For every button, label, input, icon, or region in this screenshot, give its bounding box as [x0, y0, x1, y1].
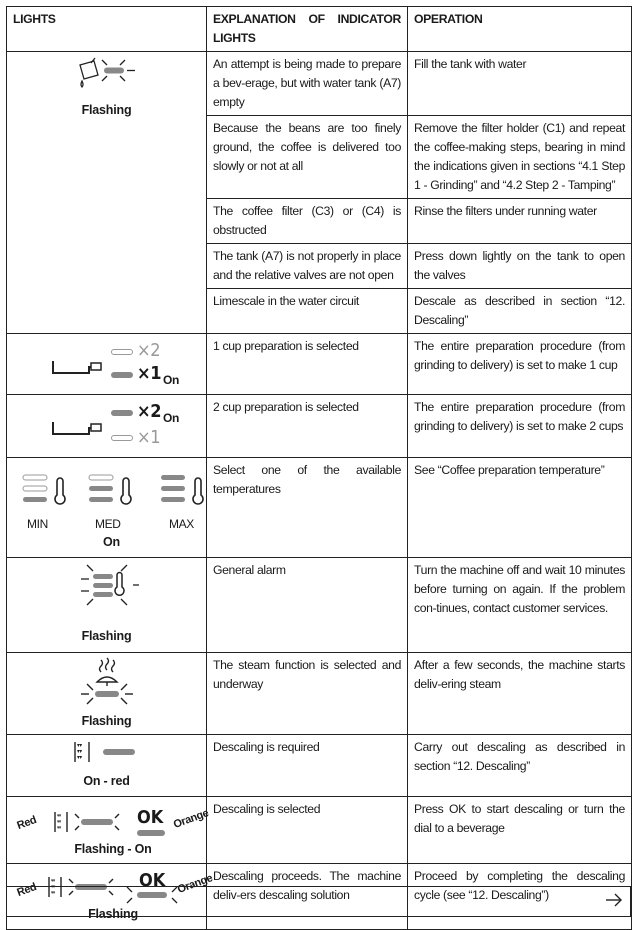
light-1-cup-off	[111, 435, 133, 441]
header-explanation: EXPLANATION OF INDICATOR LIGHTS	[207, 7, 408, 52]
explanation-cell: Descaling is required	[207, 735, 408, 797]
indicator-lights-table	[6, 6, 632, 930]
light-cell-descale-required	[7, 735, 207, 797]
explanation-cell: 2 cup preparation is selected	[207, 395, 408, 458]
operation-cell: Turn the machine off and wait 10 minutes before turning on again. If the problem con-tinues, contact customer services.	[408, 558, 632, 653]
explanation-cell: The tank (A7) is not properly in place and the relative valves are not open	[207, 244, 408, 289]
arrow-right-icon[interactable]	[604, 891, 624, 909]
light-2-cup-off	[111, 349, 133, 355]
header-lights: LIGHTS	[7, 7, 207, 52]
operation-cell: Descale as described in section “12. Descaling”	[408, 289, 632, 334]
table-row	[7, 458, 632, 558]
on-label: On	[163, 411, 179, 425]
orange-label: Orange	[175, 872, 215, 896]
svg-text:▾▾: ▾▾	[57, 813, 61, 819]
x1-label: ×1	[137, 427, 161, 448]
table-row	[7, 797, 632, 864]
light-cell-one-cup	[7, 334, 207, 395]
svg-text:▾▾: ▾▾	[51, 890, 55, 896]
flashing-label: Flashing	[81, 714, 132, 728]
light-cell-steam	[7, 653, 207, 735]
flashing-label: Flashing	[81, 629, 132, 643]
light-cell-temperature	[7, 458, 207, 558]
on-red-label: On - red	[83, 774, 130, 788]
steam-icon	[67, 656, 147, 706]
ok-light	[137, 830, 165, 836]
max-label: MAX	[169, 517, 194, 531]
table-footer	[6, 886, 631, 917]
flashing-on-label: Flashing - On	[74, 842, 152, 856]
orange-label: Orange	[171, 807, 211, 831]
table-row	[7, 395, 632, 458]
table-row	[7, 52, 632, 116]
explanation-cell: The steam function is selected and underway	[207, 653, 408, 735]
x1-label: ×1	[137, 363, 162, 384]
light-2-cup-on	[111, 410, 133, 416]
on-label: On	[103, 535, 120, 549]
red-label: Red	[15, 814, 39, 833]
thermometer-icon	[159, 473, 209, 509]
light-1-cup-on	[111, 372, 133, 378]
red-label: Red	[15, 881, 39, 900]
explanation-cell: Select one of the available temperatures	[207, 458, 408, 558]
svg-text:▾▾: ▾▾	[51, 878, 55, 884]
table-row	[7, 653, 632, 735]
ok-label: OK	[139, 870, 166, 891]
descale-icon	[67, 738, 147, 766]
flashing-label: Flashing	[88, 907, 138, 921]
header-row	[7, 7, 632, 52]
explanation-cell: Because the beans are too finely ground, the coffee is delivered too slowly or not at all	[207, 116, 408, 199]
svg-text:▾▾: ▾▾	[57, 825, 61, 831]
operation-cell: Press down lightly on the tank to open the valves	[408, 244, 632, 289]
explanation-cell: Descaling proceeds. The machine deliv-ers descaling solution	[207, 864, 408, 930]
cup-icon	[51, 357, 111, 377]
light-cell-alarm	[7, 558, 207, 653]
operation-cell: Carry out descaling as described in section “12. Descaling”	[408, 735, 632, 797]
thermometer-icon	[87, 473, 137, 509]
descale-icon	[51, 808, 131, 836]
min-label: MIN	[27, 517, 48, 531]
operation-cell: The entire preparation procedure (from grinding to delivery) is set to make 1 cup	[408, 334, 632, 395]
light-cell-descale-selected	[7, 797, 211, 864]
cup-icon	[51, 418, 111, 438]
explanation-cell: The coffee filter (C3) or (C4) is obstructed	[207, 199, 408, 244]
operation-cell: Proceed by completing the descaling cycle (see “12. Descaling”)	[408, 864, 632, 930]
explanation-cell: General alarm	[207, 558, 408, 653]
x2-label: ×2	[137, 401, 162, 422]
flashing-label: Flashing	[81, 103, 132, 117]
header-operation: OPERATION	[408, 7, 632, 52]
water-tank-icon	[67, 55, 147, 95]
light-cell-tank	[7, 52, 207, 334]
table-row	[7, 334, 632, 395]
on-label: On	[163, 373, 179, 387]
operation-cell: Press OK to start descaling or turn the dial to a beverage	[408, 797, 632, 864]
x2-label: ×2	[137, 340, 161, 361]
explanation-cell: An attempt is being made to prepare a bev-erage, but with water tank (A7) empty	[207, 52, 408, 116]
svg-text:▾▾: ▾▾	[76, 742, 82, 749]
operation-cell: Rinse the filters under running water	[408, 199, 632, 244]
operation-cell: Remove the filter holder (C1) and repeat the coffee-making steps, bearing in mind the indications given in sections “4.1 Step 1 - Grinding” and “4.2 Step 2 - Tamping”	[408, 116, 632, 199]
operation-cell: Fill the tank with water	[408, 52, 632, 116]
operation-cell: The entire preparation procedure (from grinding to delivery) is set to make 2 cups	[408, 395, 632, 458]
svg-text:▾▾: ▾▾	[51, 884, 55, 890]
svg-text:▾▾: ▾▾	[76, 748, 82, 755]
operation-cell: After a few seconds, the machine starts deliv-ering steam	[408, 653, 632, 735]
med-label: MED	[95, 517, 121, 531]
table-row	[7, 558, 632, 653]
explanation-cell: Descaling is selected	[207, 797, 408, 864]
alarm-icon	[67, 561, 147, 619]
svg-text:▾▾: ▾▾	[76, 754, 82, 761]
ok-label: OK	[137, 807, 164, 828]
explanation-cell: Limescale in the water circuit	[207, 289, 408, 334]
operation-cell: See “Coffee preparation temperature”	[408, 458, 632, 558]
svg-text:▾▾: ▾▾	[57, 819, 61, 825]
thermometer-icon	[21, 473, 71, 509]
light-cell-two-cups	[7, 395, 207, 458]
explanation-cell: 1 cup preparation is selected	[207, 334, 408, 395]
table-row	[7, 735, 632, 797]
